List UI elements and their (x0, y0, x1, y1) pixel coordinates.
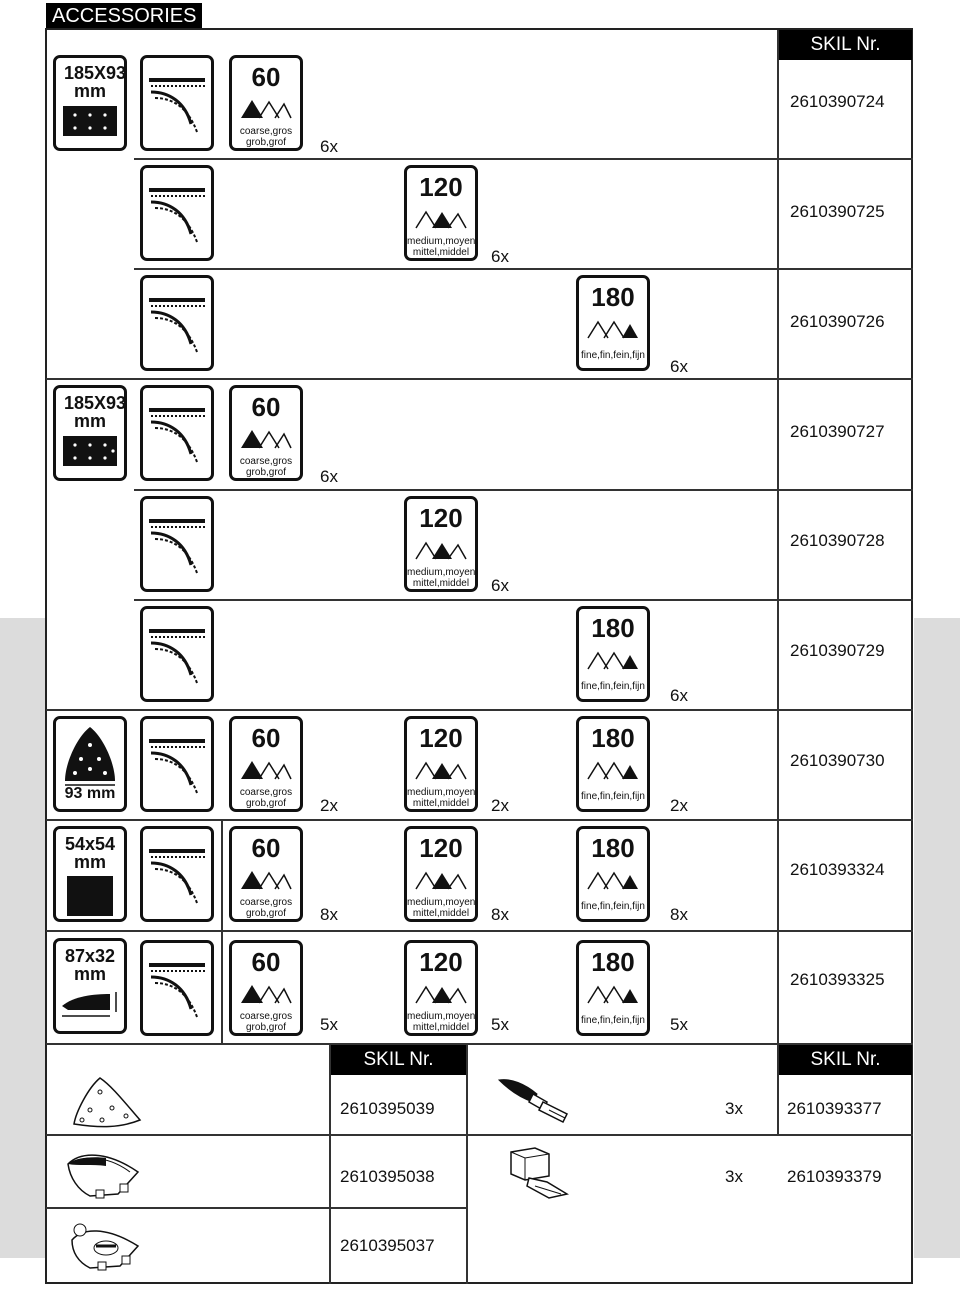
grit-120-icon: 120 medium,moyen mittel,middel (404, 826, 478, 922)
skil-nr-header: SKIL Nr. (779, 30, 912, 60)
velcro-hook-icon (140, 165, 214, 261)
quantity: 5x (491, 1015, 509, 1034)
part-number: 2610393379 (787, 1167, 882, 1186)
delta-plate-assembly-icon (66, 1216, 146, 1279)
delta-base-plate-icon (62, 1144, 146, 1209)
iron-pad-icon (53, 938, 127, 1034)
velcro-hook-icon (140, 275, 214, 371)
part-number: 2610390730 (790, 751, 885, 770)
velcro-hook-icon (140, 606, 214, 702)
part-number: 2610390729 (790, 641, 885, 660)
rect-pad-icon (53, 55, 127, 151)
part-number: 2610395037 (340, 1236, 435, 1255)
quantity: 3x (725, 1167, 743, 1186)
skil-nr-header-bottom-left: SKIL Nr. (331, 1045, 466, 1075)
grit-60-icon: 60 coarse,gros grob,grof (229, 55, 303, 151)
part-number: 2610395038 (340, 1167, 435, 1186)
part-number: 2610390727 (790, 422, 885, 441)
skil-nr-header-bottom-right: SKIL Nr. (779, 1045, 912, 1075)
velcro-hook-icon (140, 55, 214, 151)
grit-180-icon: 180 fine,fin,fein,fijn (576, 606, 650, 702)
square-pad-icon (53, 826, 127, 922)
part-number: 2610390728 (790, 531, 885, 550)
part-number: 2610393324 (790, 860, 885, 879)
grit-180-icon: 180 fine,fin,fein,fijn (576, 716, 650, 812)
grit-60-icon: 60 coarse,gros grob,grof (229, 716, 303, 812)
quantity: 6x (670, 686, 688, 705)
grit-120-icon: 120 medium,moyen mittel,middel (404, 716, 478, 812)
pad-size-label: 185X93 mm (64, 63, 127, 101)
quantity: 2x (491, 796, 509, 815)
quantity: 6x (320, 467, 338, 486)
quantity: 8x (670, 905, 688, 924)
quantity: 6x (491, 576, 509, 595)
part-number: 2610390724 (790, 92, 885, 111)
pad-size-label: 54x54 mm (64, 834, 116, 872)
velcro-hook-icon (140, 496, 214, 592)
velcro-hook-icon (140, 826, 214, 922)
grit-180-icon: 180 fine,fin,fein,fijn (576, 940, 650, 1036)
page-margin-right (914, 618, 960, 1258)
finger-attachment-icon (497, 1074, 573, 1133)
grit-60-icon: 60 coarse,gros grob,grof (229, 385, 303, 481)
quantity: 3x (725, 1099, 743, 1118)
grit-60-icon: 60 coarse,gros grob,grof (229, 940, 303, 1036)
delta-sheet-icon (70, 1074, 144, 1135)
quantity: 6x (670, 357, 688, 376)
part-number: 2610390725 (790, 202, 885, 221)
quantity: 6x (320, 137, 338, 156)
grit-60-icon: 60 coarse,gros grob,grof (229, 826, 303, 922)
rect-pad-clamp-icon (53, 385, 127, 481)
velcro-hook-icon (140, 716, 214, 812)
quantity: 2x (670, 796, 688, 815)
quantity: 5x (670, 1015, 688, 1034)
part-number: 2610393377 (787, 1099, 882, 1118)
page-margin-left (0, 618, 46, 1258)
grit-120-icon: 120 medium,moyen mittel,middel (404, 165, 478, 261)
part-number: 2610395039 (340, 1099, 435, 1118)
grit-180-icon: 180 fine,fin,fein,fijn (576, 275, 650, 371)
velcro-hook-icon (140, 940, 214, 1036)
part-number: 2610390726 (790, 312, 885, 331)
quantity: 8x (491, 905, 509, 924)
grit-120-icon: 120 medium,moyen mittel,middel (404, 496, 478, 592)
quantity: 2x (320, 796, 338, 815)
pad-size-label: 93 mm (64, 785, 116, 802)
profile-attachment-icon (505, 1142, 573, 1207)
quantity: 8x (320, 905, 338, 924)
part-number: 2610393325 (790, 970, 885, 989)
pad-size-label: 87x32 mm (64, 946, 116, 984)
quantity: 6x (491, 247, 509, 266)
grit-180-icon: 180 fine,fin,fein,fijn (576, 826, 650, 922)
pad-size-label: 185X93 mm (64, 393, 127, 431)
delta-pad-icon (53, 716, 127, 812)
quantity: 5x (320, 1015, 338, 1034)
velcro-hook-icon (140, 385, 214, 481)
grit-120-icon: 120 medium,moyen mittel,middel (404, 940, 478, 1036)
section-title: ACCESSORIES (46, 3, 202, 29)
